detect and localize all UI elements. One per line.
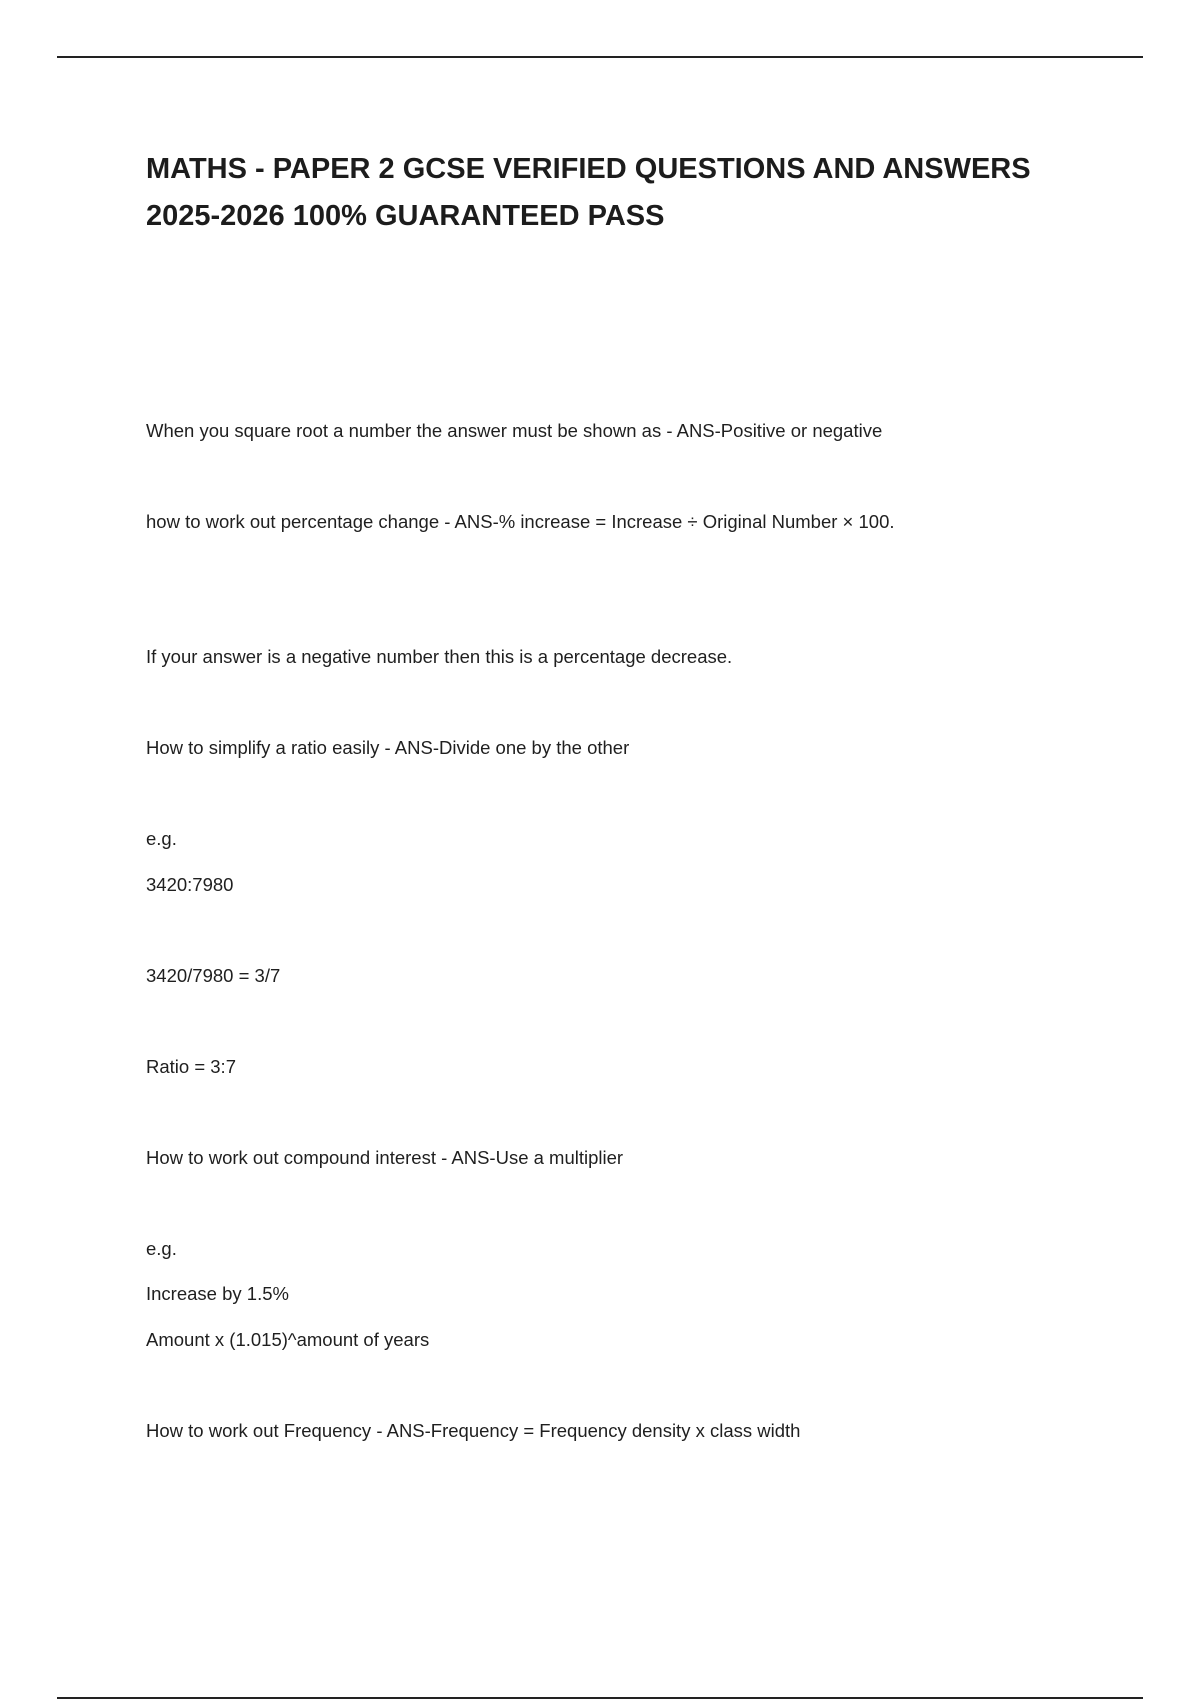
text-line-ratio-division: 3420/7980 = 3/7 (146, 965, 281, 986)
qa-line-square-root: When you square root a number the answer must be shown as - ANS-Positive or negative (146, 420, 883, 441)
text-line-percentage-decrease: If your answer is a negative number then this is a percentage decrease. (146, 646, 733, 667)
text-line-ratio-result: Ratio = 3:7 (146, 1056, 236, 1077)
bottom-rule (57, 1697, 1143, 1699)
qa-line-compound-interest: How to work out compound interest - ANS-Use a multiplier (146, 1147, 624, 1168)
top-rule (57, 56, 1143, 58)
text-line-ratio-example: 3420:7980 (146, 874, 234, 895)
qa-line-percentage-change: how to work out percentage change - ANS-% increase = Increase ÷ Original Number × 100. (146, 511, 895, 532)
text-line-increase-example: Increase by 1.5% (146, 1283, 289, 1304)
text-line-eg: e.g. (146, 828, 177, 849)
qa-line-frequency: How to work out Frequency - ANS-Frequency = Frequency density x class width (146, 1420, 801, 1441)
document-title: MATHS - PAPER 2 GCSE VERIFIED QUESTIONS AND ANSWERS 2025-2026 100% GUARANTEED PASS (146, 153, 1031, 232)
text-line-multiplier-formula: Amount x (1.015)^amount of years (146, 1329, 430, 1350)
text-line-eg: e.g. (146, 1238, 177, 1259)
qa-line-simplify-ratio: How to simplify a ratio easily - ANS-Divide one by the other (146, 737, 630, 758)
